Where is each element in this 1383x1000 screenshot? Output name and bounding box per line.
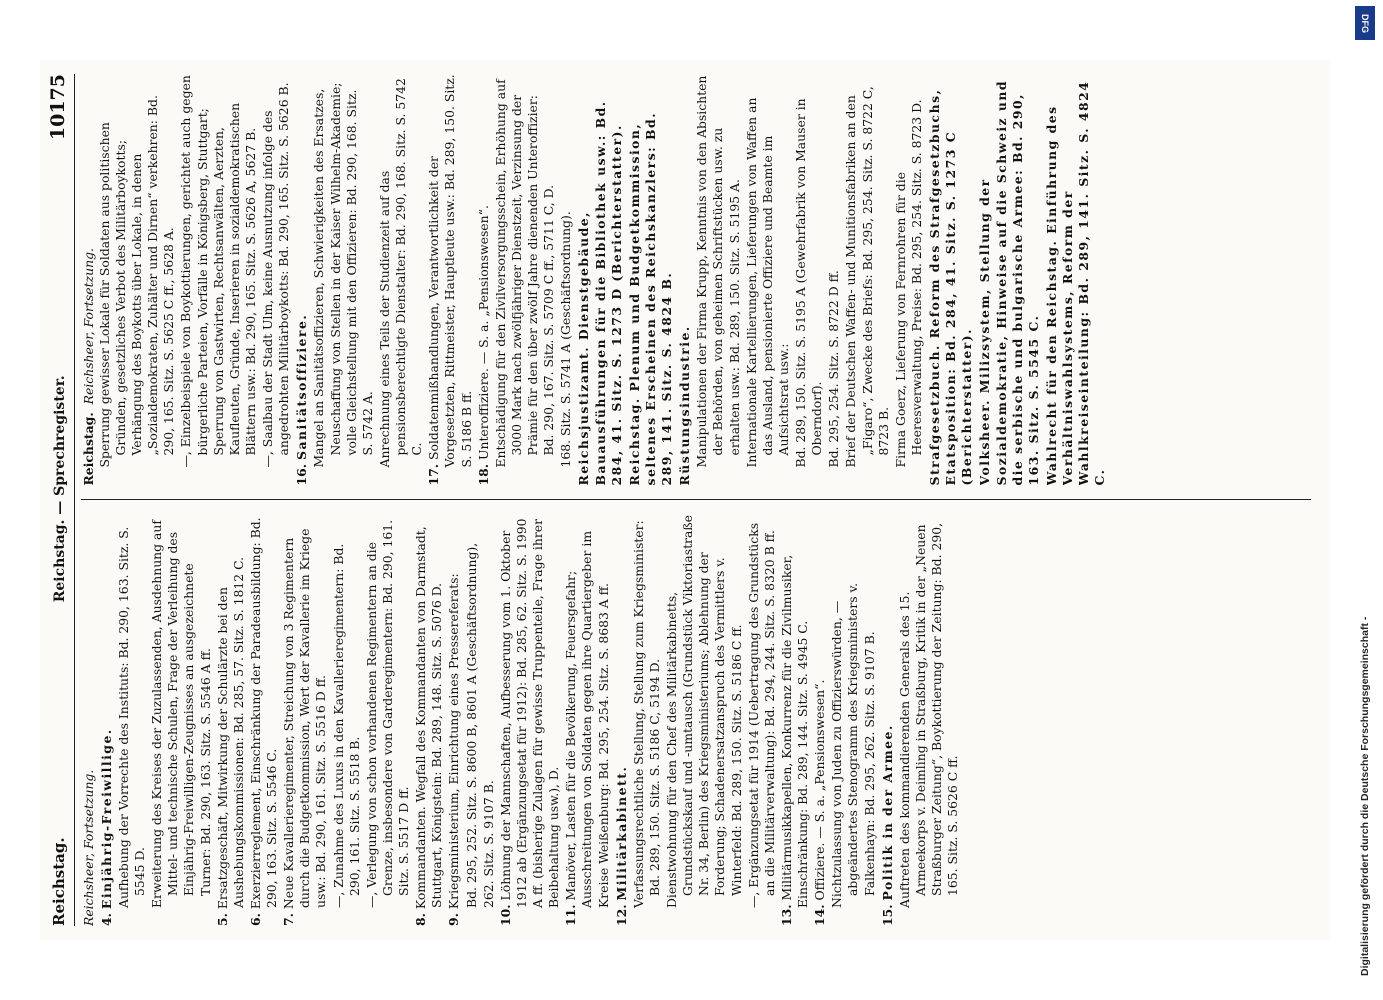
register-entry: [476, 74, 492, 486]
entry-number: 9.: [446, 913, 462, 926]
entry-text: Bd. 289, 150. Sitz. S. 5195 A (Gewehrfabrik von Mauser in Oberndorf).: [793, 98, 825, 468]
entry-text: Reichstag. Plenum und Budgetkommission, seltenes Erscheinen des Reichskanzlers: Bd. 289, 141. Sitz. S. 4824 B.: [626, 111, 675, 486]
register-entry: [99, 515, 115, 927]
register-entry: [558, 74, 574, 486]
page-header: [46, 74, 75, 926]
entry-text: Auftreten des kommandierenden Generals des 15. Armeekorps v. Deimling in Straßburg, Kritik in der „Neuen Straßburger Zeitung“, Boykottierung der Zeitung: Bd. 290, 165. Sitz. S. 5626 C ff.: [896, 522, 961, 908]
entry-text: Strafgesetzbuch. Reform des Strafgesetzbuchs, Etatsposition: Bd. 284, 41. Sitz. S. 1273 C (Berichterstatter).: [927, 88, 975, 486]
entry-number: 12.: [613, 904, 629, 926]
register-entry: [446, 515, 462, 927]
entry-text: Ersatzgeschäft, Mitwirkung der Schulärzte bei den Aushebungskommissionen: Bd. 285, 57. Sitz. S. 1812 C.: [214, 556, 246, 910]
register-entry: [779, 515, 811, 927]
entry-text: Verfassungsrechtliche Stellung, Stellung zum Kriegsminister: Bd. 289, 150. Sitz. S. 5186 C, 5194 D.: [630, 520, 662, 908]
entry-text: Militärmusikkapellen, Konkurrenz für die Zivilmusiker, Einschränkung: Bd. 289, 144. Sitz. S. 4945 C.: [778, 554, 811, 908]
entry-text: Einjährig-Freiwillige.: [98, 728, 114, 910]
register-entry: [311, 74, 376, 486]
entry-text: Neue Kavallerieregimenter, Streichung von 3 Regimentern durch die Budgetkommission, Wert der Kavallerie im Kriege usw.: Bd. 290, 161. Sitz. S. 5516 D ff.: [281, 528, 329, 910]
entry-text: Wahlrecht für den Reichstag. Einführung des Verhältniswahlsystems, Reform der Wahlkreiseinteilung: Bd. 289, 141. Sitz. S. 4824 C.: [1043, 80, 1108, 486]
entry-text: 168. Sitz. S. 5741 A (Geschäftsordnung).: [558, 211, 574, 468]
register-entry: [880, 515, 896, 927]
digitization-note: Digitalisierung gefördert durch die Deutsche Forschungsgemeinschaft -: [1359, 616, 1371, 976]
entry-text: —, Verlegung von schon vorhandenen Regimentern an die Grenze, insbesondere von Garderegimentern: Bd. 290, 161. Sitz. S. 5517 D ff.: [363, 519, 412, 908]
page-number: 10175: [47, 74, 69, 141]
register-entry: [149, 515, 214, 927]
scanned-page: [40, 60, 1330, 940]
register-page: [40, 60, 1330, 940]
register-entry: [576, 74, 624, 486]
entry-text: Unteroffiziere. — S. a. „Pensionswesen“.: [475, 205, 491, 460]
entry-text: Sanitätsoffiziere.: [294, 313, 310, 460]
entry-number: 14.: [812, 904, 828, 926]
entry-text: Offiziere. — S. a. „Pensionswesen“.: [812, 679, 828, 901]
register-entry: [694, 74, 742, 486]
entry-text: Entschädigung für den Zivilversorgungsschein, Erhöhung auf 3000 Mark nach zwölfjähriger Dienstzeit, Verzinsung der Prämie für den über zwölf Jahre dienenden Unteroffizier: Bd. 290, 167. Sitz. S. 5709 C ff., 5711 C, D.: [492, 79, 557, 468]
entry-number: 10.: [497, 904, 513, 926]
entry-text: Löhnung der Mannschaften, Aufbesserung vom 1. Oktober 1912 ab (Ergänzungsetat für 1912): Bd. 285, 62. Sitz. S. 1990 A ff. (bisherige Zulagen für gewisse Truppenteile, Frage ihrer Beibehaltung usw.), D.: [497, 518, 562, 908]
left-column: [81, 515, 1311, 927]
register-entry: [248, 515, 280, 927]
register-entry: [977, 74, 1042, 486]
entry-number: 13.: [778, 904, 794, 926]
register-entry: [793, 74, 825, 486]
register-entry: [627, 74, 675, 486]
register-entry: [294, 74, 310, 486]
running-title: Reichstag. — Sprechregister.: [52, 375, 68, 603]
dfg-logo: DFG: [1355, 6, 1375, 40]
register-entry: [493, 74, 558, 486]
entry-number: 8.: [413, 913, 429, 926]
entry-text: —, Zunahme des Luxus in den Kavallerieregimentern: Bd. 290, 161. Sitz. S. 5518 B.: [330, 543, 362, 908]
register-entry: [1044, 74, 1109, 486]
entry-text: Nichtzulassung von Juden zu Offizierswürden, — abgeändertes Stenogramm des Kriegsministers v. Falkenhayn: Bd. 295, 262. Sitz. S. 9107 B.: [829, 582, 877, 908]
entry-text: Reichsjustizamt. Dienstgebäude, Bauausführungen für die Bibliothek usw.: Bd. 284, 41. Sitz. S. 1273 D (Berichterstatter).: [576, 100, 624, 486]
register-entry: [331, 515, 363, 927]
register-entry: [215, 515, 247, 927]
register-entry: [364, 515, 412, 927]
register-entry: [178, 74, 259, 486]
entry-text: Erweiterung des Kreises der Zuzulassenden, Ausdehnung auf Mittel- und technische Schulen, Frage der Verleihung des Einjährig-Freiwilligen-Zeugnisses an ausgezeichnete Turner: Bd. 290, 163. Sitz. S. 5546 A ff.: [149, 520, 213, 908]
entry-text: Manipulationen der Firma Krupp, Kenntnis von den Absichten der Behörden, von geheimen Schriftstücken usw. zu erhalten usw.: Bd. 289, 150. Sitz. S. 5195 A.: [694, 75, 742, 468]
entry-text: Bd. 295, 252. Sitz. S. 8600 B, 8601 A (Geschäftsordnung),: [463, 542, 479, 908]
register-entry: [281, 515, 329, 927]
entry-text: Militärkabinett.: [613, 765, 629, 901]
entry-text: Kriegsministerium, Einrichtung eines Pressereferats:: [446, 573, 462, 910]
register-entry: [116, 515, 148, 927]
register-entry: [893, 74, 925, 486]
register-entry: [426, 74, 474, 486]
right-column: [81, 74, 1311, 486]
entry-text: Mangel an Sanitätsoffizieren, Schwierigkeiten des Ersatzes, Neuschaffung von Stellen in der Kaiser Wilhelm-Akademie; volle Gleichstellung mit den Offizieren: Bd. 290, 168. Sitz. S. 5742 A.: [311, 82, 375, 468]
right-running-keyword: Reichstag.: [80, 412, 96, 486]
register-entry: [746, 515, 778, 927]
register-entry: [377, 74, 425, 486]
entry-text: —, Einzelbeispiele von Boykottierungen, gerichtet auch gegen bürgerliche Parteien, Vorfälle in Königsberg, Stuttgart; Sperrung von Gastwirten, Rechtsanwälten, Aerzten, Kaufleuten, Gründe, Inserieren in sozialdemokratischen Blättern usw.: Bd. 290, 165. Sitz. S. 5626 A, 5627 B.: [178, 75, 258, 468]
register-entry: [843, 74, 891, 486]
entry-number: 15.: [879, 904, 895, 926]
digitization-margin: [1345, 0, 1383, 1000]
column-divider: [81, 500, 1311, 501]
register-entry: [812, 515, 828, 927]
register-entry: [413, 515, 445, 927]
entry-text: 262. Sitz. S. 9107 B.: [480, 780, 496, 908]
entry-text: Rüstungsindustrie.: [677, 325, 693, 486]
entry-number: 6.: [247, 913, 263, 926]
register-entry: [631, 515, 663, 927]
entry-number: 11.: [563, 904, 579, 926]
register-entry: [744, 74, 792, 486]
entry-text: Internationale Kartellierungen, Lieferungen von Waffen an das Ausland, pensionierte Offiziere und Beamte im Aufsichtsrat usw.:: [743, 97, 791, 468]
register-entry: [614, 515, 630, 927]
register-entry: [664, 515, 745, 927]
entry-text: —, Ergänzungsetat für 1914 (Uebertragung des Grundstücks an die Militärverwaltung): Bd. 294, 244. Sitz. S. 8320 B ff.: [745, 522, 777, 908]
entry-text: Dienstwohnung für den Chef des Militärkabinetts, Grundstückskauf und -umtausch (Grundstück Viktoriastraße Nr. 34, Berlin) des Kriegsministeriums; Ablehnung der Forderung; Schadenersatzanspruch des Vermittlers v. Winterfeld: Bd. 289, 150. Sitz. S. 5186 C ff.: [664, 515, 744, 908]
right-continuation: Reichsheer, Fortsetzung.: [80, 248, 96, 405]
register-entry: [563, 515, 611, 927]
entry-text: Soldatenmißhandlungen, Verantwortlichkeit der Vorgesetzten, Rittmeister, Hauptleute usw.: Bd. 289, 150. Sitz. S. 5186 B ff.: [426, 74, 474, 468]
entry-text: Volksheer. Milizsystem, Stellung der Sozialdemokratie, Hinweise auf die Schweiz und die serbische und bulgarische Armee: Bd. 290, 163. Sitz. S. 5545 C.: [977, 79, 1041, 486]
left-running-keyword: Reichstag.: [50, 837, 68, 926]
entry-text: Firma Goerz, Lieferung von Fernrohren für die Heeresverwaltung, Preise: Bd. 295, 254. Sitz. S. 8723 D.: [892, 99, 924, 468]
entry-text: Sperrung gewisser Lokale für Soldaten aus politischen Gründen, gesetzliches Verbot des Militärboykotts; Verhängung des Boykotts über Lokale, in denen „Sozialdemokraten, Zuhälter und Dirnen“ verkehren: Bd. 290, 165. Sitz. S. 5625 C ff., 5628 A.: [96, 95, 177, 468]
register-entry: [97, 74, 178, 486]
entry-text: Brief der Deutschen Waffen- und Munitionsfabriken an den „Figaro“, Zwecke des Briefs: Bd. 295, 254. Sitz. S. 8722 C, 8723 B.: [843, 86, 891, 468]
register-entry: [260, 74, 292, 486]
register-entry: [498, 515, 563, 927]
register-entry: [897, 515, 962, 927]
entry-text: Bd. 295, 254. Sitz. S. 8722 D ff.: [826, 270, 842, 468]
register-entry: [829, 515, 877, 927]
register-entry: [677, 74, 693, 486]
register-entry: [826, 74, 842, 486]
entry-number: 17.: [426, 463, 442, 486]
entry-text: Kommandanten. Wegfall des Kommandanten von Darmstadt, Stuttgart, Königstein: Bd. 289, 148. Sitz. S. 5076 D.: [413, 526, 445, 910]
register-entry: [481, 515, 497, 927]
register-entry: [927, 74, 975, 486]
entry-number: 16.: [294, 463, 310, 486]
entry-text: Anrechnung eines Teils der Studienzeit auf das pensionsberechtigte Dienstalter: Bd. 290, 168. Sitz. S. 5742 C.: [376, 78, 425, 468]
entry-number: 4.: [98, 913, 114, 926]
left-continuation: Reichsheer, Fortsetzung.: [80, 769, 96, 926]
entry-number: 18.: [475, 463, 491, 486]
entry-text: Manöver, Lasten für die Bevölkerung, Feuersgefahr; Ausschreitungen von Soldaten gegen ihre Quartiergeber im Kreise Weißenburg: Bd. 295, 254. Sitz. S. 8683 A ff.: [563, 530, 611, 908]
entry-text: Aufhebung der Vorrechte des Instituts: Bd. 290, 163. Sitz. S. 5545 D.: [115, 526, 148, 908]
entry-text: Exerzierreglement, Einschränkung der Paradeausbildung: Bd. 290, 163. Sitz. S. 5546 C.: [247, 517, 280, 910]
entry-text: —, Saalbau der Stadt Ulm, keine Ausnutzung infolge des angedrohten Militärboykotts: Bd. 290, 165. Sitz. S. 5626 B.: [260, 82, 292, 468]
entry-text: Politik in der Armee.: [879, 724, 895, 901]
register-entry: [464, 515, 480, 927]
entry-number: 7.: [281, 913, 297, 926]
entry-number: 5.: [214, 913, 230, 926]
